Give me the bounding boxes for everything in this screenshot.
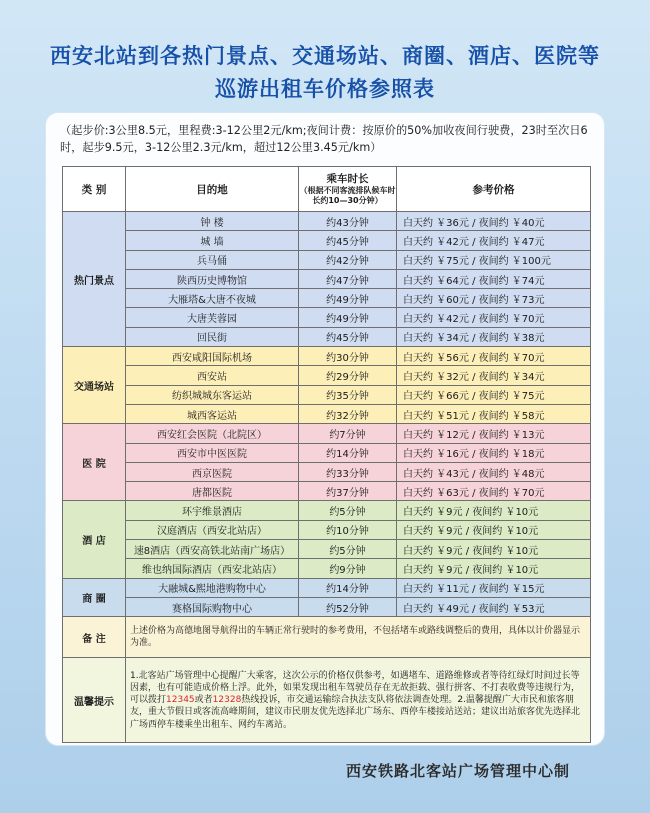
destination-cell: 城西客运站 xyxy=(126,404,299,423)
table-row xyxy=(63,250,591,269)
duration-cell: 约5分钟 xyxy=(299,540,397,559)
tips-text-b: 或者 xyxy=(194,695,213,706)
destination-cell: 陕西历史博物馆 xyxy=(126,269,299,288)
destination-cell: 钟 楼 xyxy=(126,212,299,231)
tips-label: 温馨提示 xyxy=(63,658,126,743)
price-cell: 白天约 ￥42元 / 夜间约 ￥70元 xyxy=(397,308,591,327)
page-title-line1: 西安北站到各热门景点、交通场站、商圈、酒店、医院等 xyxy=(50,44,600,68)
price-cell: 白天约 ￥66元 / 夜间约 ￥75元 xyxy=(397,385,591,404)
price-cell: 白天约 ￥43元 / 夜间约 ￥48元 xyxy=(397,462,591,481)
header-duration-title: 乘车时长 xyxy=(326,172,369,185)
category-cell: 商 圈 xyxy=(63,578,126,617)
table-row xyxy=(63,289,591,308)
table-row xyxy=(63,385,591,404)
table-row xyxy=(63,269,591,288)
destination-cell: 西安站 xyxy=(126,366,299,385)
destination-cell: 城 墙 xyxy=(126,231,299,250)
table-row xyxy=(63,462,591,481)
note-label: 备 注 xyxy=(63,617,126,658)
hotline-12328: 12328 xyxy=(212,695,242,706)
duration-cell: 约10分钟 xyxy=(299,520,397,539)
table-row xyxy=(63,424,591,443)
destination-cell: 大唐芙蓉园 xyxy=(126,308,299,327)
destination-cell: 汉庭酒店（西安北站店） xyxy=(126,520,299,539)
category-cell: 交通场站 xyxy=(63,347,126,424)
destination-cell: 西京医院 xyxy=(126,462,299,481)
fare-intro: （起步价:3公里8.5元，里程费:3-12公里2元/km;夜间计费：按原价的50%加收夜间行驶费，23时至次日6时，起步9.5元，3-12公里2.3元/km，超过12公里3.45元/km） xyxy=(60,124,588,154)
table-body xyxy=(63,212,591,617)
table-row xyxy=(63,559,591,578)
table-row xyxy=(63,308,591,327)
header-destination: 目的地 xyxy=(126,167,299,212)
price-table xyxy=(62,166,591,743)
duration-cell: 约42分钟 xyxy=(299,250,397,269)
duration-cell: 约52分钟 xyxy=(299,597,397,616)
price-cell: 白天约 ￥60元 / 夜间约 ￥73元 xyxy=(397,289,591,308)
destination-cell: 唐都医院 xyxy=(126,482,299,501)
table-row xyxy=(63,578,591,597)
price-cell: 白天约 ￥9元 / 夜间约 ￥10元 xyxy=(397,559,591,578)
price-cell: 白天约 ￥56元 / 夜间约 ￥70元 xyxy=(397,347,591,366)
table-row xyxy=(63,231,591,250)
price-cell: 白天约 ￥32元 / 夜间约 ￥34元 xyxy=(397,366,591,385)
price-cell: 白天约 ￥64元 / 夜间约 ￥74元 xyxy=(397,269,591,288)
header-duration xyxy=(299,167,397,212)
issuer-footer: 西安铁路北客站广场管理中心制 xyxy=(346,762,571,780)
page-title-line2: 巡游出租车价格参照表 xyxy=(215,77,435,101)
header-category: 类 别 xyxy=(63,167,126,212)
duration-cell: 约43分钟 xyxy=(299,212,397,231)
table-row xyxy=(63,482,591,501)
destination-cell: 大融城&熙地港购物中心 xyxy=(126,578,299,597)
header-duration-note: （根据不同客流排队候车时长约10—30分钟） xyxy=(299,185,396,205)
duration-cell: 约35分钟 xyxy=(299,385,397,404)
price-cell: 白天约 ￥12元 / 夜间约 ￥13元 xyxy=(397,424,591,443)
destination-cell: 兵马俑 xyxy=(126,250,299,269)
price-cell: 白天约 ￥42元 / 夜间约 ￥47元 xyxy=(397,231,591,250)
destination-cell: 大雁塔&大唐不夜城 xyxy=(126,289,299,308)
category-cell: 热门景点 xyxy=(63,212,126,347)
duration-cell: 约45分钟 xyxy=(299,327,397,346)
tips-text xyxy=(126,658,591,743)
duration-cell: 约14分钟 xyxy=(299,443,397,462)
tips-text-c: 热线投诉，市交通运输综合执法支队将依法调查处理。2.温馨提醒广大市民和旅客朋友，重大节假日或客流高峰期间，建议市民朋友优先选择北广场东、西停车楼接站送站；建议出站旅客优先选择北广场西停车楼乘坐出租车、网约车离站。 xyxy=(130,695,581,730)
duration-cell: 约45分钟 xyxy=(299,231,397,250)
table-row xyxy=(63,327,591,346)
price-cell: 白天约 ￥11元 / 夜间约 ￥15元 xyxy=(397,578,591,597)
category-cell: 医 院 xyxy=(63,424,126,501)
duration-cell: 约49分钟 xyxy=(299,289,397,308)
destination-cell: 纺织城城东客运站 xyxy=(126,385,299,404)
price-cell: 白天约 ￥51元 / 夜间约 ￥58元 xyxy=(397,404,591,423)
table-row xyxy=(63,366,591,385)
table-row xyxy=(63,212,591,231)
duration-cell: 约14分钟 xyxy=(299,578,397,597)
table-row xyxy=(63,443,591,462)
duration-cell: 约9分钟 xyxy=(299,559,397,578)
destination-cell: 西安市中医医院 xyxy=(126,443,299,462)
price-cell: 白天约 ￥9元 / 夜间约 ￥10元 xyxy=(397,501,591,520)
destination-cell: 速8酒店（西安高铁北站南广场店） xyxy=(126,540,299,559)
destination-cell: 赛格国际购物中心 xyxy=(126,597,299,616)
destination-cell: 环宇维景酒店 xyxy=(126,501,299,520)
note-text: 上述价格为高德地图导航得出的车辆正常行驶时的参考费用，不包括堵车或路线调整后的费用，具体以计价器显示为准。 xyxy=(126,617,591,658)
duration-cell: 约49分钟 xyxy=(299,308,397,327)
duration-cell: 约29分钟 xyxy=(299,366,397,385)
table-row xyxy=(63,597,591,616)
duration-cell: 约47分钟 xyxy=(299,269,397,288)
hotline-12345: 12345 xyxy=(166,695,195,706)
price-cell: 白天约 ￥9元 / 夜间约 ￥10元 xyxy=(397,540,591,559)
price-cell: 白天约 ￥49元 / 夜间约 ￥53元 xyxy=(397,597,591,616)
table-row xyxy=(63,501,591,520)
duration-cell: 约32分钟 xyxy=(299,404,397,423)
price-cell: 白天约 ￥16元 / 夜间约 ￥18元 xyxy=(397,443,591,462)
duration-cell: 约30分钟 xyxy=(299,347,397,366)
destination-cell: 西安红会医院（北院区） xyxy=(126,424,299,443)
duration-cell: 约37分钟 xyxy=(299,482,397,501)
duration-cell: 约5分钟 xyxy=(299,501,397,520)
duration-cell: 约33分钟 xyxy=(299,462,397,481)
tips-text-a: 1.北客站广场管理中心提醒广大乘客，这次公示的价格仅供参考，如遇堵车、道路维修或者等待红绿灯时间过长等因素，也有可能造成价格上浮。此外，如果发现出租车驾驶员存在无故拒载、强行拼客、不打表收费等违规行为，可以拨打 xyxy=(130,670,581,706)
destination-cell: 维也纳国际酒店（西安北站店） xyxy=(126,559,299,578)
destination-cell: 回民街 xyxy=(126,327,299,346)
duration-cell: 约7分钟 xyxy=(299,424,397,443)
header-price: 参考价格 xyxy=(397,167,591,212)
table-row xyxy=(63,540,591,559)
table-row xyxy=(63,520,591,539)
price-cell: 白天约 ￥9元 / 夜间约 ￥10元 xyxy=(397,520,591,539)
destination-cell: 西安咸阳国际机场 xyxy=(126,347,299,366)
table-row xyxy=(63,404,591,423)
table-row xyxy=(63,347,591,366)
price-cell: 白天约 ￥75元 / 夜间约 ￥100元 xyxy=(397,250,591,269)
category-cell: 酒 店 xyxy=(63,501,126,578)
price-cell: 白天约 ￥36元 / 夜间约 ￥40元 xyxy=(397,212,591,231)
price-cell: 白天约 ￥34元 / 夜间约 ￥38元 xyxy=(397,327,591,346)
price-cell: 白天约 ￥63元 / 夜间约 ￥70元 xyxy=(397,482,591,501)
